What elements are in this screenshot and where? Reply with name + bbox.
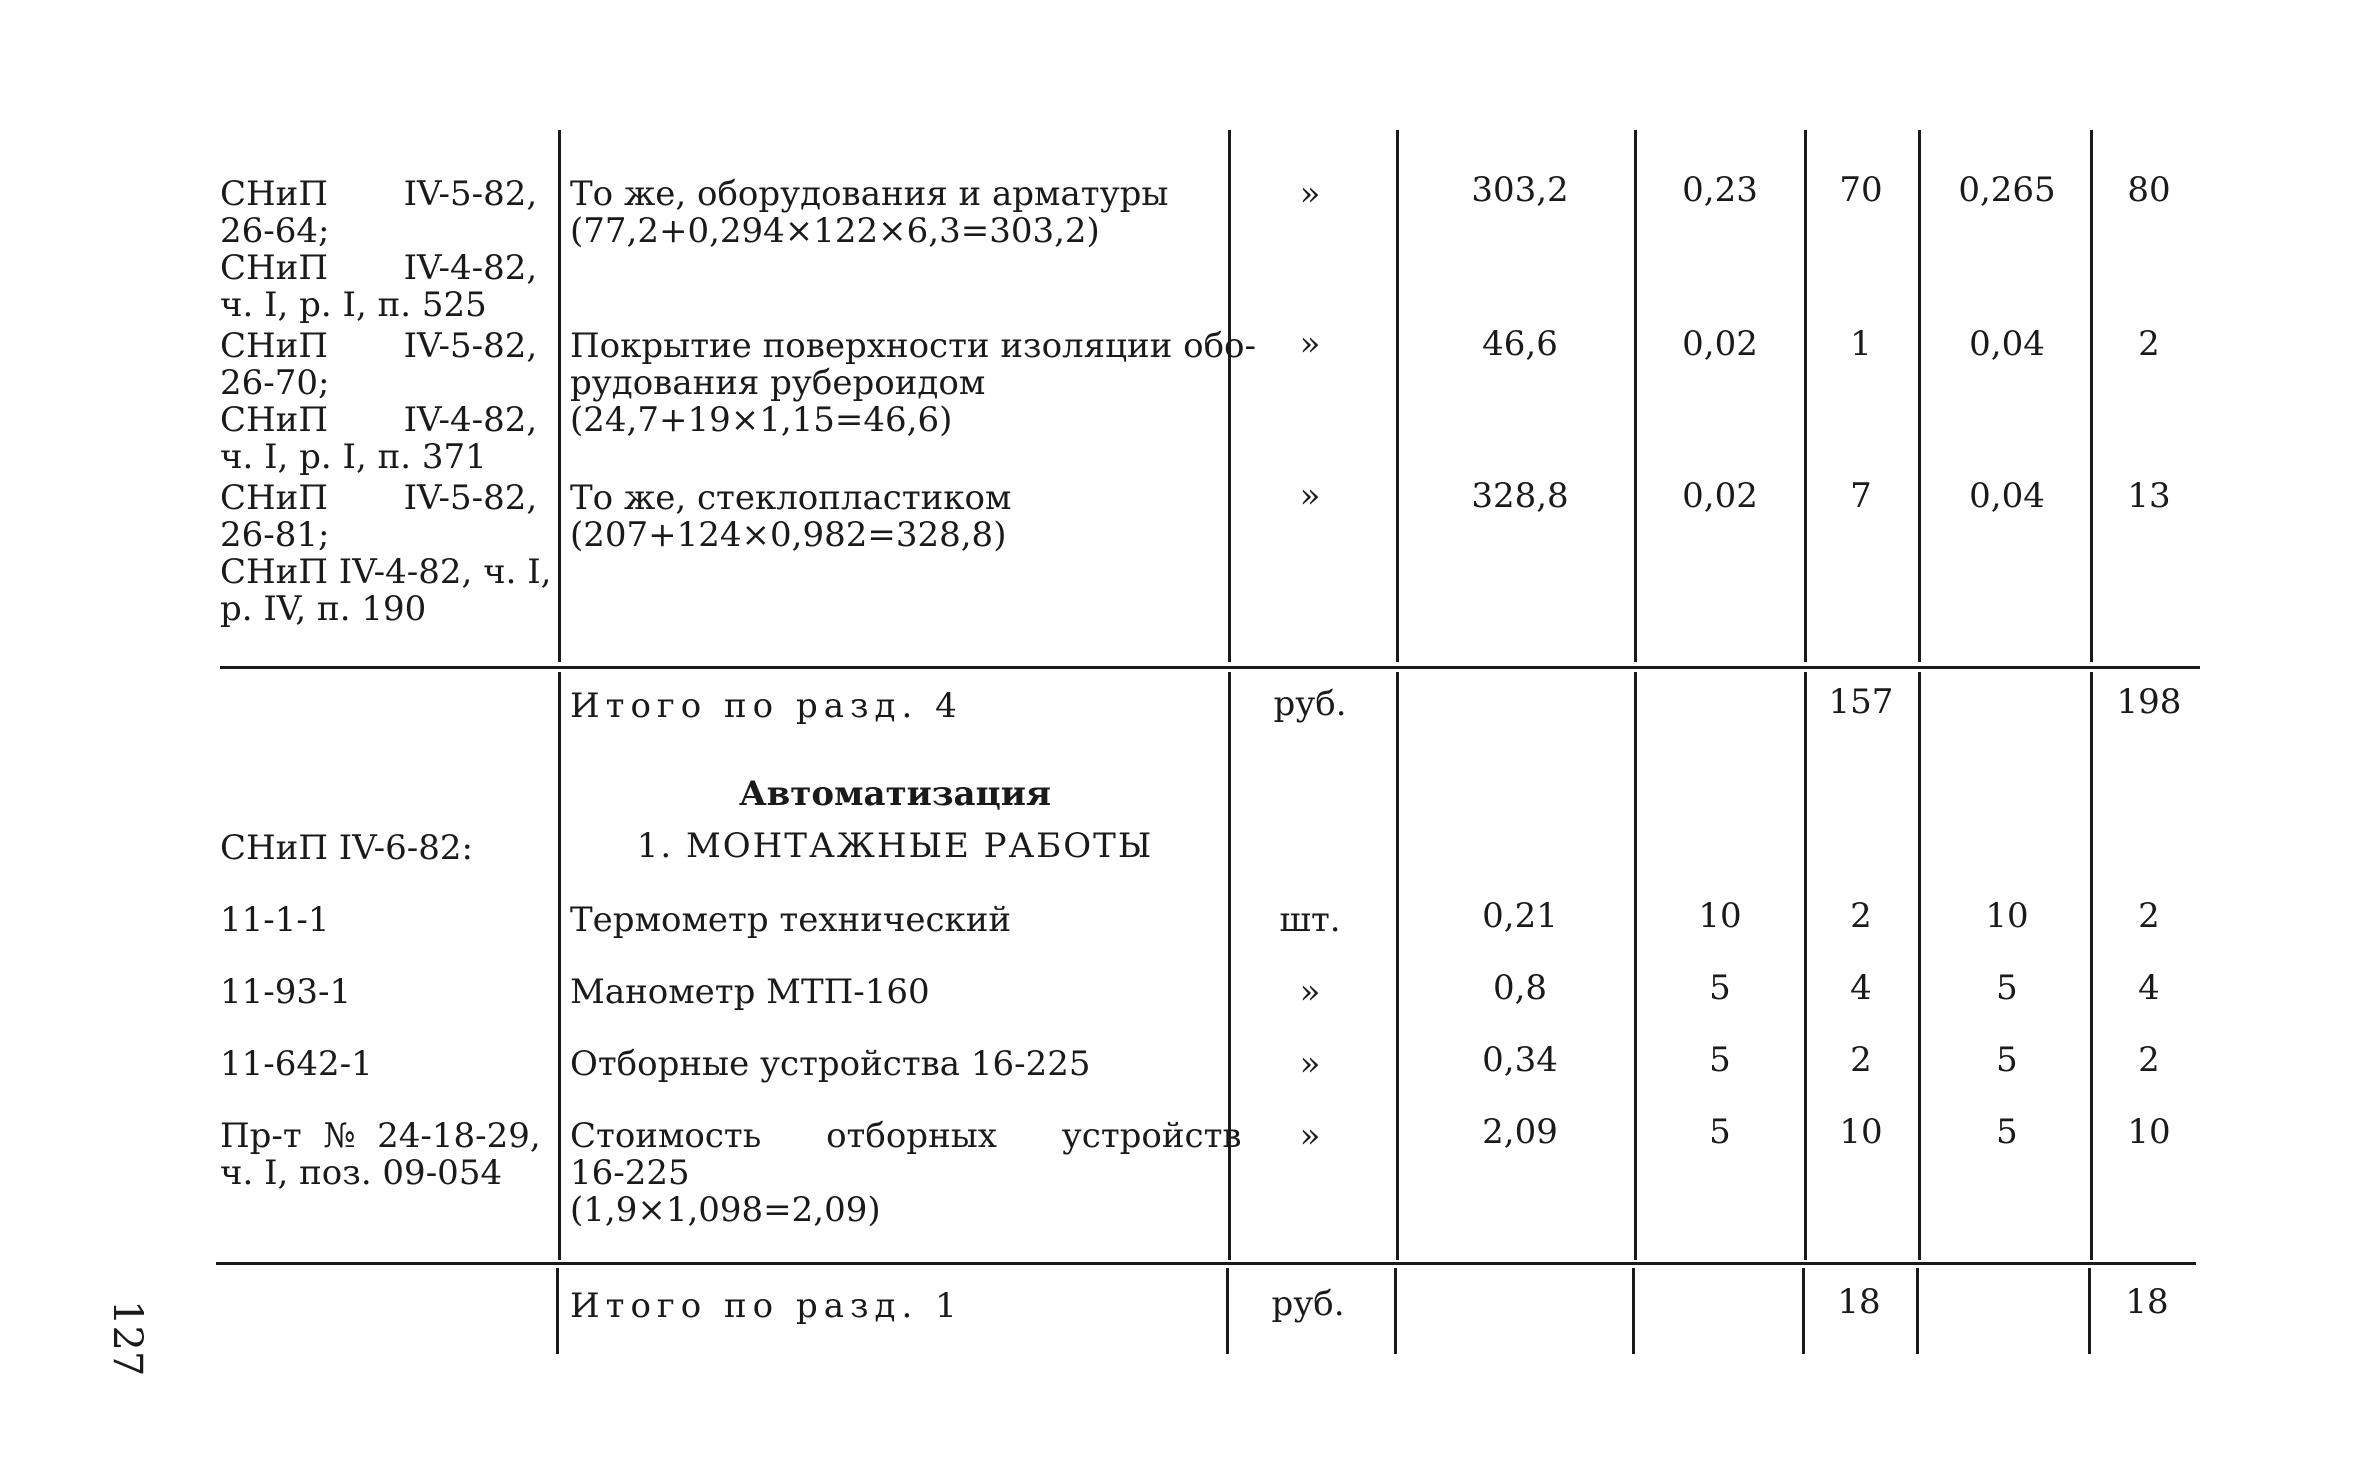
column-rule	[1918, 672, 1921, 1260]
unit-price: 328,8	[1471, 476, 1569, 516]
unit: »	[1299, 476, 1321, 516]
column-rule	[1804, 672, 1807, 1260]
cost-1: 1	[1850, 324, 1872, 364]
cost-2: 4	[2138, 968, 2160, 1008]
unit: »	[1299, 972, 1321, 1012]
unit: »	[1299, 174, 1321, 214]
cost-1: 2	[1850, 1040, 1872, 1080]
column-rule	[1632, 1268, 1635, 1354]
total-unit: руб.	[1271, 1284, 1345, 1324]
quantity-2: 10	[1985, 896, 2029, 936]
unit-price: 2,09	[1482, 1112, 1558, 1152]
work-description: То же, оборудования и арматуры (77,2+0,294×122×6,3=303,2)	[570, 174, 1169, 251]
quantity-2: 0,04	[1969, 476, 2045, 516]
cost-1: 10	[1839, 1112, 1883, 1152]
cost-1: 2	[1850, 896, 1872, 936]
work-description: Термометр технический	[570, 900, 1012, 940]
cost-2: 2	[2138, 1040, 2160, 1080]
column-rule	[2090, 672, 2093, 1260]
column-rule	[558, 130, 561, 662]
quantity-2: 0,265	[1958, 170, 2056, 210]
quantity-1: 0,23	[1682, 170, 1758, 210]
column-rule	[2088, 1268, 2091, 1354]
column-rule	[1394, 1268, 1397, 1354]
cost-2: 10	[2127, 1112, 2171, 1152]
work-description: То же, стеклопластиком (207+124×0,982=328,8)	[570, 478, 1012, 555]
quantity-1: 0,02	[1682, 476, 1758, 516]
total-unit: руб.	[1273, 684, 1347, 724]
column-rule	[556, 1268, 559, 1354]
quantity-1: 5	[1709, 1112, 1731, 1152]
cost-2: 80	[2127, 170, 2171, 210]
norm-code: 11-642-1	[220, 1044, 373, 1084]
unit-price: 303,2	[1471, 170, 1569, 210]
cost-1: 70	[1839, 170, 1883, 210]
section-total-label: Итого по разд. 1	[570, 1286, 963, 1326]
unit: »	[1299, 1044, 1321, 1084]
unit-price: 46,6	[1482, 324, 1558, 364]
unit: »	[1299, 1116, 1321, 1156]
section-rule	[220, 666, 2200, 669]
column-rule	[1918, 130, 1921, 662]
total-cost-1: 18	[1837, 1282, 1881, 1322]
column-rule	[1634, 130, 1637, 662]
column-rule	[1634, 672, 1637, 1260]
quantity-1: 0,02	[1682, 324, 1758, 364]
norm-reference: СНиП IV-5-82, 26-64; СНиП IV-4-82, ч. I, р. I, п. 525	[220, 174, 538, 325]
work-description: Отборные устройства 16-225	[570, 1044, 1091, 1084]
column-rule	[2090, 130, 2093, 662]
norm-code: Пр-т № 24-18-29, ч. I, поз. 09-054	[220, 1116, 541, 1193]
cost-2: 2	[2138, 896, 2160, 936]
total-cost-2: 18	[2125, 1282, 2169, 1322]
unit-price: 0,8	[1492, 968, 1548, 1008]
norm-reference: СНиП IV-5-82, 26-70; СНиП IV-4-82, ч. I, р. I, п. 371	[220, 326, 538, 477]
section-heading: Автоматизация	[738, 774, 1052, 814]
column-rule	[1396, 130, 1399, 662]
subsection-title: 1. МОНТАЖНЫЕ РАБОТЫ	[636, 826, 1154, 866]
cost-2: 2	[2138, 324, 2160, 364]
work-description: Стоимость отборных устройств 16-225 (1,9×1,098=2,09)	[570, 1116, 1242, 1230]
column-rule	[558, 672, 561, 1260]
cost-1: 7	[1850, 476, 1872, 516]
total-cost-2: 198	[2116, 682, 2182, 722]
cost-2: 13	[2127, 476, 2171, 516]
unit-price: 0,21	[1482, 896, 1558, 936]
norm-code: 11-1-1	[220, 900, 330, 940]
quantity-1: 5	[1709, 968, 1731, 1008]
cost-1: 4	[1850, 968, 1872, 1008]
column-rule	[1916, 1268, 1919, 1354]
unit-price: 0,34	[1482, 1040, 1558, 1080]
quantity-2: 5	[1996, 1040, 2018, 1080]
column-rule	[1226, 1268, 1229, 1354]
unit: »	[1299, 324, 1321, 364]
column-rule	[1804, 130, 1807, 662]
norm-reference: СНиП IV-5-82, 26-81; СНиП IV-4-82, ч. I, р. IV, п. 190	[220, 478, 552, 629]
section-rule	[216, 1262, 2196, 1265]
section-total-label: Итого по разд. 4	[570, 686, 963, 726]
quantity-2: 0,04	[1969, 324, 2045, 364]
norm-reference: СНиП IV-6-82:	[220, 828, 473, 868]
unit: шт.	[1279, 900, 1341, 940]
quantity-2: 5	[1996, 968, 2018, 1008]
work-description: Манометр МТП-160	[570, 972, 930, 1012]
page-number: 127	[104, 1300, 150, 1377]
quantity-2: 5	[1996, 1112, 2018, 1152]
quantity-1: 5	[1709, 1040, 1731, 1080]
column-rule	[1396, 672, 1399, 1260]
total-cost-1: 157	[1828, 682, 1894, 722]
quantity-1: 10	[1698, 896, 1742, 936]
work-description: Покрытие поверхности изоляции обо- рудования рубероидом (24,7+19×1,15=46,6)	[570, 326, 1256, 440]
norm-code: 11-93-1	[220, 972, 352, 1012]
